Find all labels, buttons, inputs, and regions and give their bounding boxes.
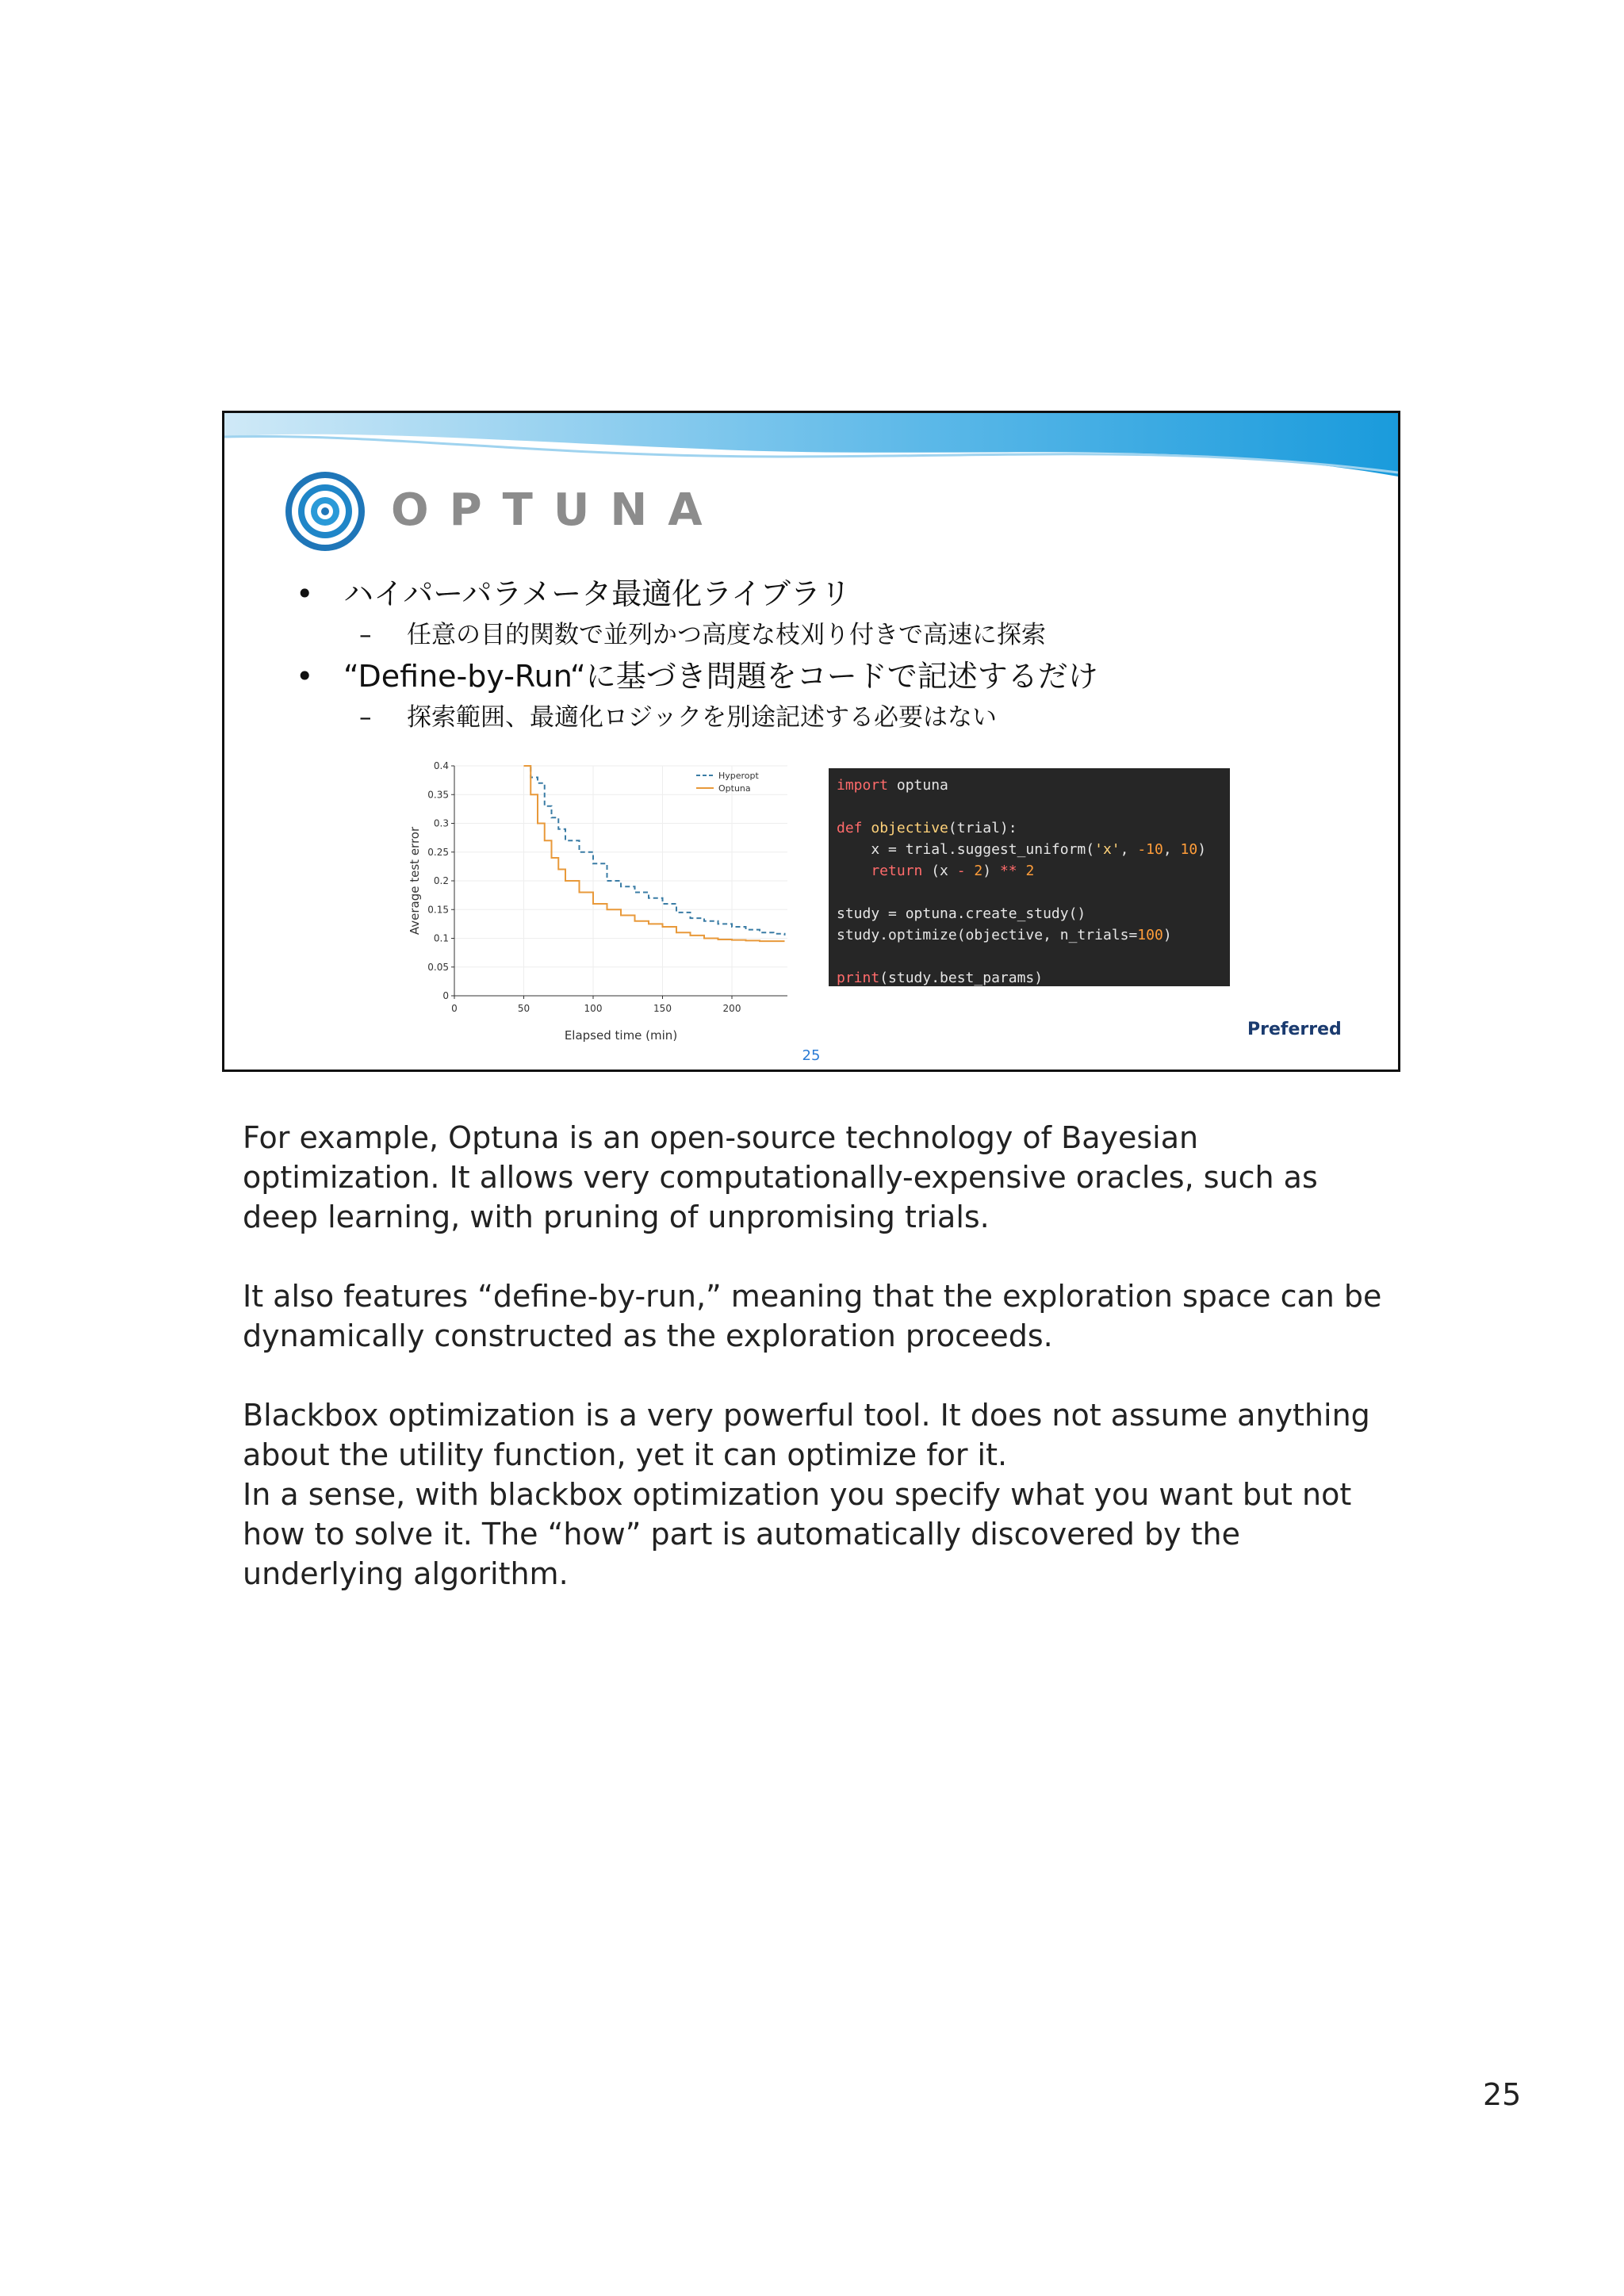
code-token: optuna (888, 777, 948, 794)
code-token (1017, 863, 1026, 879)
slide-number: 25 (802, 1047, 821, 1064)
code-token: study = optuna.create_study() (837, 905, 1086, 922)
x-axis-label: Elapsed time (min) (564, 1028, 678, 1043)
code-token: (trial): (948, 820, 1017, 836)
x-tick-label: 100 (584, 1003, 603, 1014)
code-token: , (1162, 841, 1181, 858)
y-tick-label: 0.3 (433, 817, 449, 829)
code-token: x = trial.suggest_uniform( (837, 841, 1095, 858)
y-axis-label: Average test error (408, 826, 422, 936)
code-token: 'x' (1094, 841, 1120, 858)
code-token: ** (999, 863, 1017, 879)
sub-bullet-text: 任意の目的関数で並列かつ高度な枝刈り付きで高速に探索 (407, 621, 1046, 649)
legend-label: Hyperopt (718, 771, 759, 781)
dash-marker: – (359, 621, 372, 649)
y-tick-label: 0.4 (433, 760, 449, 771)
speaker-notes (243, 1118, 1392, 1594)
bullet-list (296, 572, 1390, 737)
y-tick-label: 0.1 (433, 932, 449, 944)
bullet-item (296, 572, 1390, 616)
code-token: (study.best_params) (879, 970, 1044, 986)
code-token: def (837, 820, 863, 836)
code-token: print (837, 970, 880, 986)
note-paragraph: For example, Optuna is an open-source technology of Bayesian optimization. It allows very computationally-expensive oracles, such as deep learning, with pruning of unpromising trials. (243, 1120, 1318, 1234)
bullet-item (296, 654, 1390, 698)
bullet-marker: • (296, 659, 314, 694)
code-token: ) (982, 863, 1000, 879)
slide (222, 411, 1400, 1072)
code-token: return (837, 863, 923, 879)
code-token: - (956, 863, 966, 879)
note-paragraph: It also features “define-by-run,” meaning that the exploration space can be dynamically constructed as the exploration proceeds. (243, 1279, 1382, 1353)
y-tick-label: 0.2 (433, 875, 449, 886)
code-token: 2 (1025, 863, 1035, 879)
code-token: , (1120, 841, 1138, 858)
code-token: ) (1197, 841, 1207, 858)
code-token (966, 863, 975, 879)
y-tick-label: 0.35 (427, 789, 449, 801)
x-tick-label: 50 (517, 1003, 530, 1014)
code-token: 100 (1137, 927, 1163, 943)
bullet-text: ハイパーパラメータ最適化ライブラリ (343, 576, 851, 611)
dash-marker: – (359, 703, 372, 732)
sub-bullet-item (296, 616, 1390, 654)
code-token: ) (1162, 927, 1172, 943)
x-tick-label: 0 (451, 1003, 458, 1014)
sub-bullet-text: 探索範囲、最適化ロジックを別途記述する必要はない (407, 703, 997, 732)
code-token: study.optimize(objective, n_trials= (837, 927, 1138, 943)
note-paragraph: Blackbox optimization is a very powerful tool. It does not assume anything about the utility function, yet it can optimize for it. (243, 1398, 1370, 1472)
error-chart (399, 758, 803, 1059)
code-token: 2 (974, 863, 983, 879)
code-token: (x (922, 863, 957, 879)
note-paragraph: In a sense, with blackbox optimization you specify what you want but not how to solve it. The “how” part is automatically discovered by the underlying algorithm. (243, 1477, 1352, 1591)
bullet-text: “Define-by-Run“に基づき問題をコードで記述するだけ (343, 659, 1098, 694)
preferred-networks-logo: Preferred (1247, 1020, 1342, 1039)
bullet-marker: • (296, 576, 314, 611)
logo-wordmark: OPTUNA (391, 484, 723, 536)
code-token: 10 (1180, 841, 1198, 858)
page-number: 25 (1483, 2077, 1522, 2112)
sub-bullet-item (296, 698, 1390, 737)
y-tick-label: 0.15 (427, 904, 449, 916)
y-tick-label: 0.05 (427, 961, 449, 973)
code-token: import (837, 777, 889, 794)
code-token: -10 (1137, 841, 1163, 858)
legend-label: Optuna (718, 783, 751, 794)
code-token: objective (862, 820, 948, 836)
x-tick-label: 200 (722, 1003, 741, 1014)
y-tick-label: 0 (442, 990, 449, 1001)
x-tick-label: 150 (653, 1003, 672, 1014)
code-snippet (829, 768, 1230, 986)
y-tick-label: 0.25 (427, 846, 449, 858)
optuna-logo-icon (284, 470, 366, 553)
